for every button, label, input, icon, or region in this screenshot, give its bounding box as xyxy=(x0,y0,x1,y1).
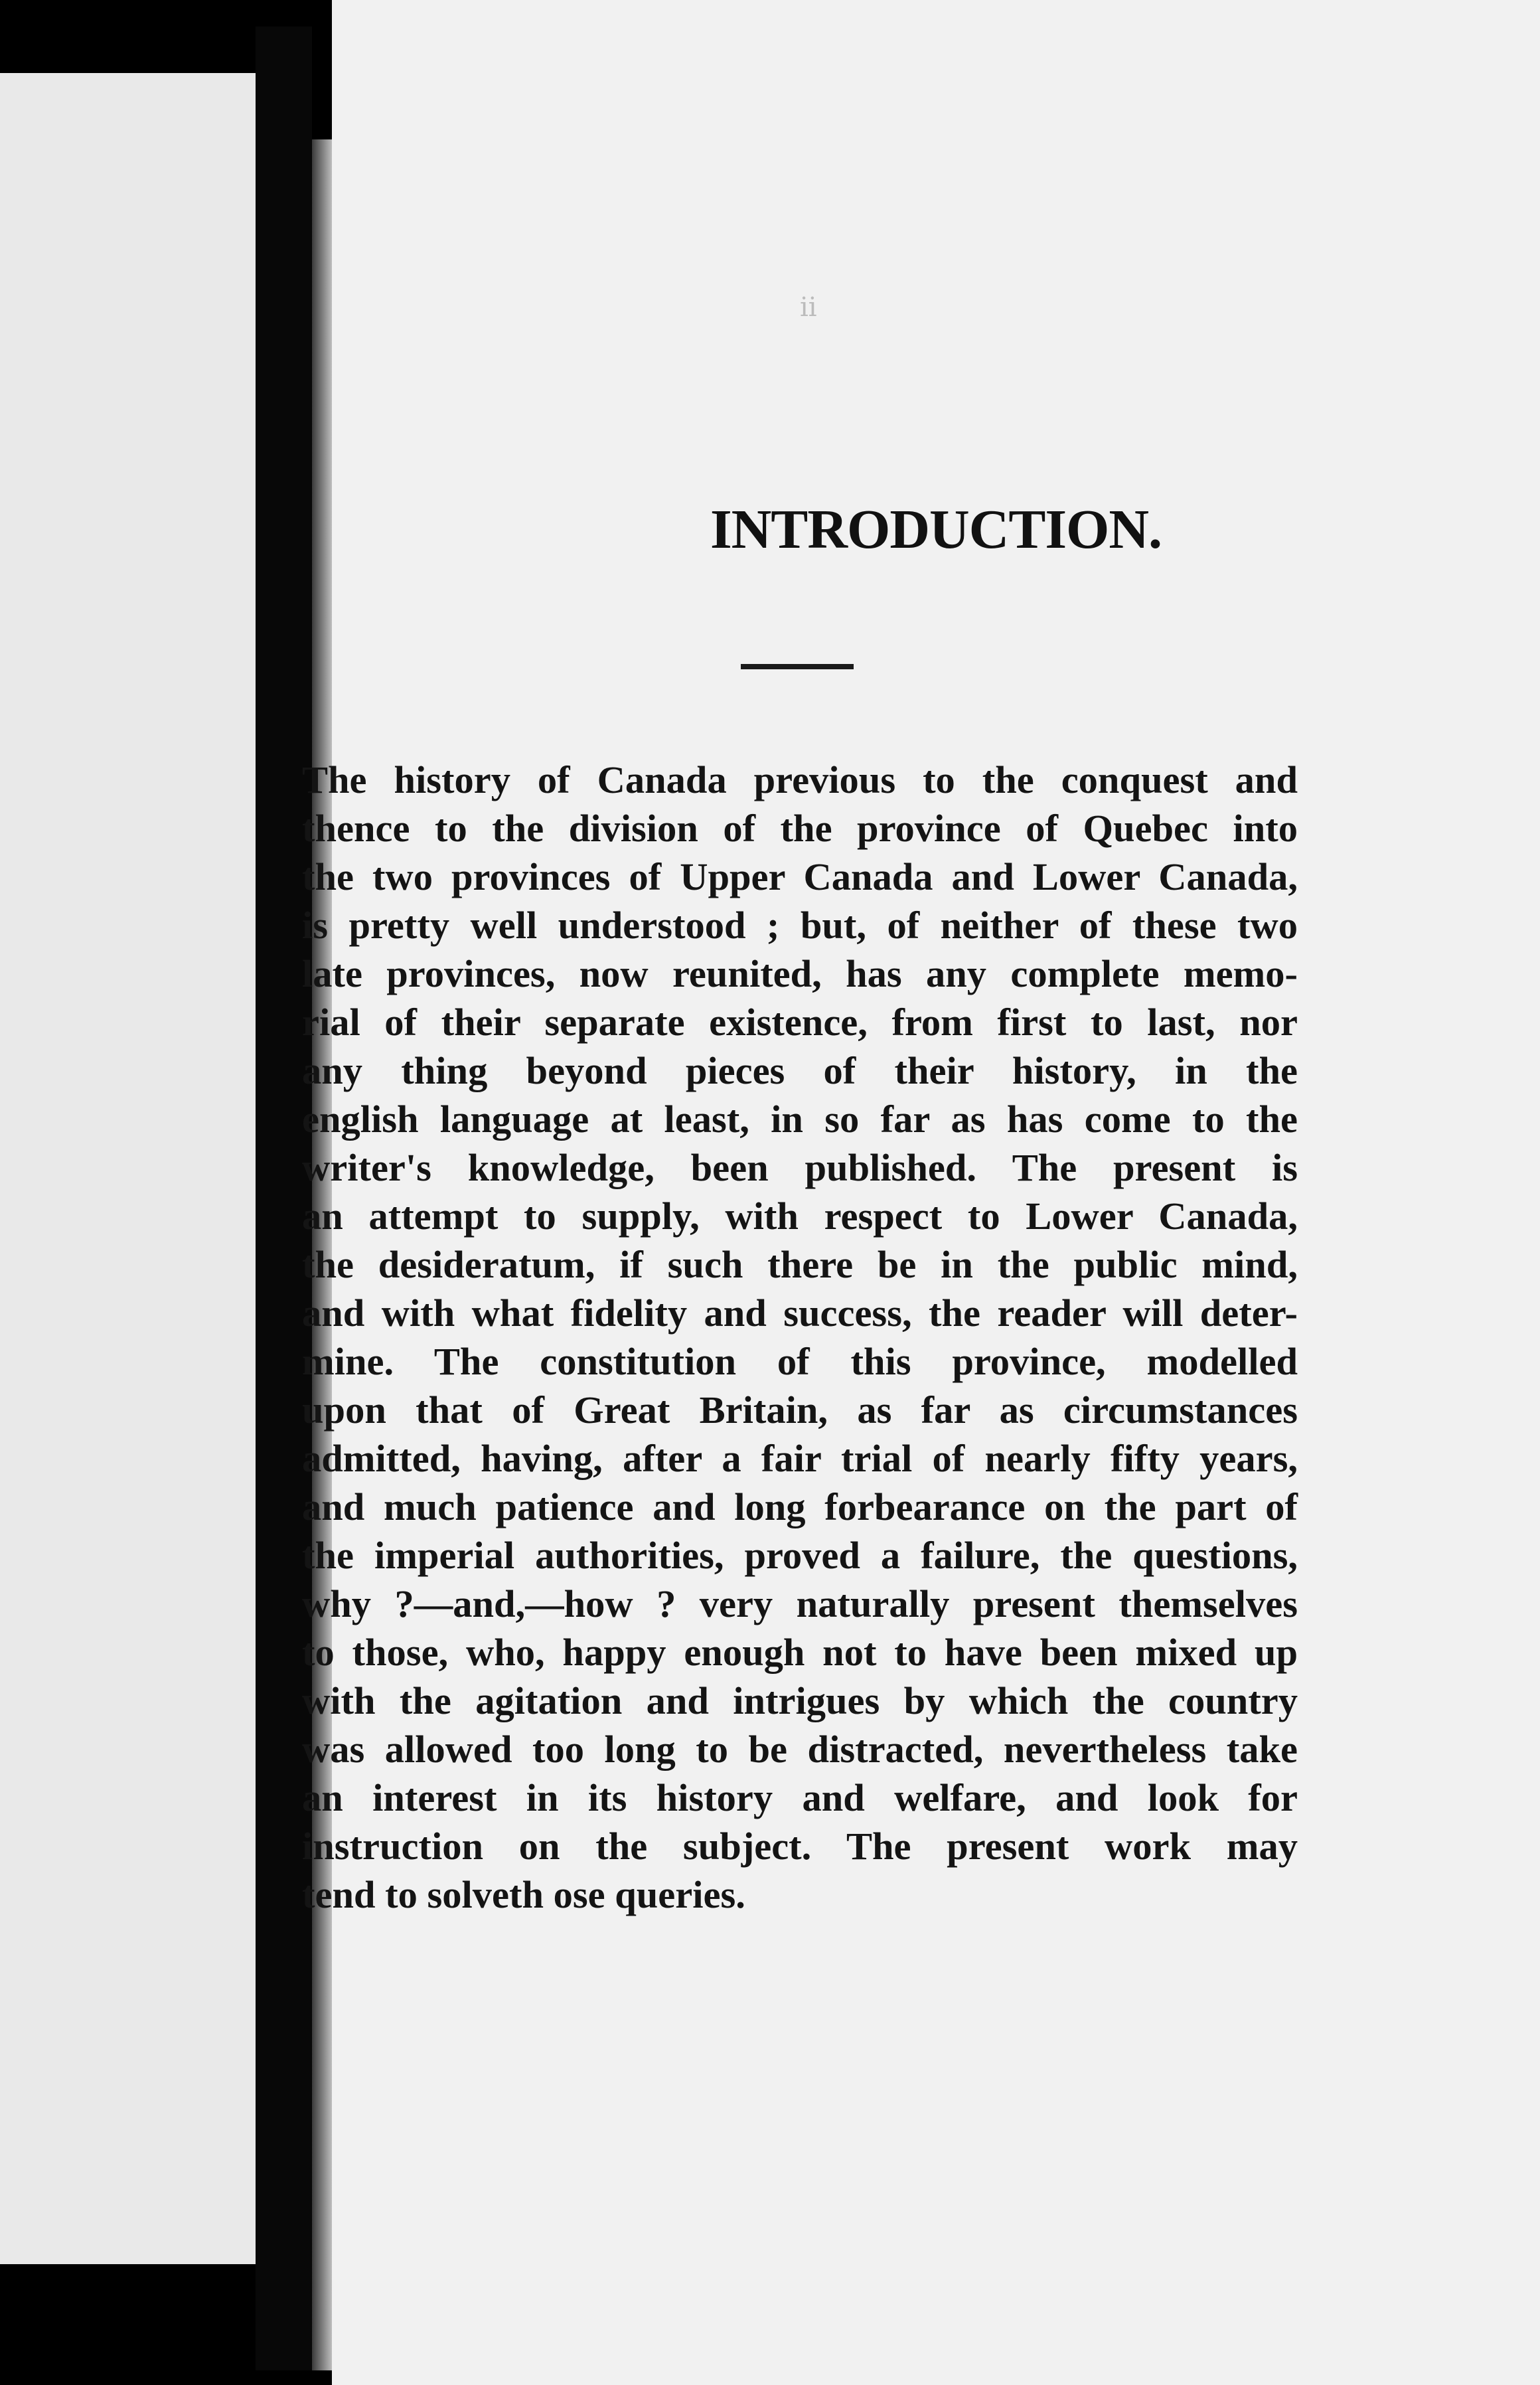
text-line: upon that of Great Britain, as far as circumstances xyxy=(302,1388,1298,1432)
text-line: is pretty well understood ; but, of neither of these two xyxy=(302,904,1298,947)
text-line: and with what fidelity and success, the reader will deter- xyxy=(302,1291,1298,1335)
text-line: rial of their separate existence, from first to last, nor xyxy=(302,1001,1298,1044)
introduction-paragraph xyxy=(302,756,1298,1919)
text-line: an attempt to supply, with respect to Lower Canada, xyxy=(302,1194,1298,1238)
text-line: thence to the division of the province of Quebec into xyxy=(302,807,1298,850)
text-line: to those, who, happy enough not to have been mixed up xyxy=(302,1631,1298,1674)
text-line: the two provinces of Upper Canada and Lower Canada, xyxy=(302,855,1298,898)
text-line: an interest in its history and welfare, and look for xyxy=(302,1776,1298,1819)
text-line: was allowed too long to be distracted, nevertheless take xyxy=(302,1728,1298,1771)
text-line: instruction on the subject. The present work may xyxy=(302,1825,1298,1868)
text-line: late provinces, now reunited, has any complete memo- xyxy=(302,952,1298,995)
text-line: the imperial authorities, proved a failure, the questions, xyxy=(302,1534,1298,1577)
left-page-edge xyxy=(0,73,256,2264)
text-line: tend to solveth ose queries. xyxy=(302,1873,745,1916)
text-line: why ?—and,—how ? very naturally present themselves xyxy=(302,1582,1298,1625)
text-line: writer's knowledge, been published. The present is xyxy=(302,1146,1298,1189)
text-line: The history of Canada previous to the conquest and xyxy=(302,758,1298,801)
text-line: mine. The constitution of this province, modelled xyxy=(302,1340,1298,1383)
text-line: and much patience and long forbearance on the part of xyxy=(302,1485,1298,1528)
text-line: the desideratum, if such there be in the public mind, xyxy=(302,1243,1298,1286)
text-line: admitted, having, after a fair trial of nearly fifty years, xyxy=(302,1437,1298,1480)
page-title: INTRODUCTION. xyxy=(710,499,1162,560)
title-rule xyxy=(741,664,854,669)
text-line: any thing beyond pieces of their history, in the xyxy=(302,1049,1298,1092)
text-line: english language at least, in so far as has come to the xyxy=(302,1098,1298,1141)
page-number: ii xyxy=(800,292,817,323)
text-line: with the agitation and intrigues by which the country xyxy=(302,1679,1298,1722)
